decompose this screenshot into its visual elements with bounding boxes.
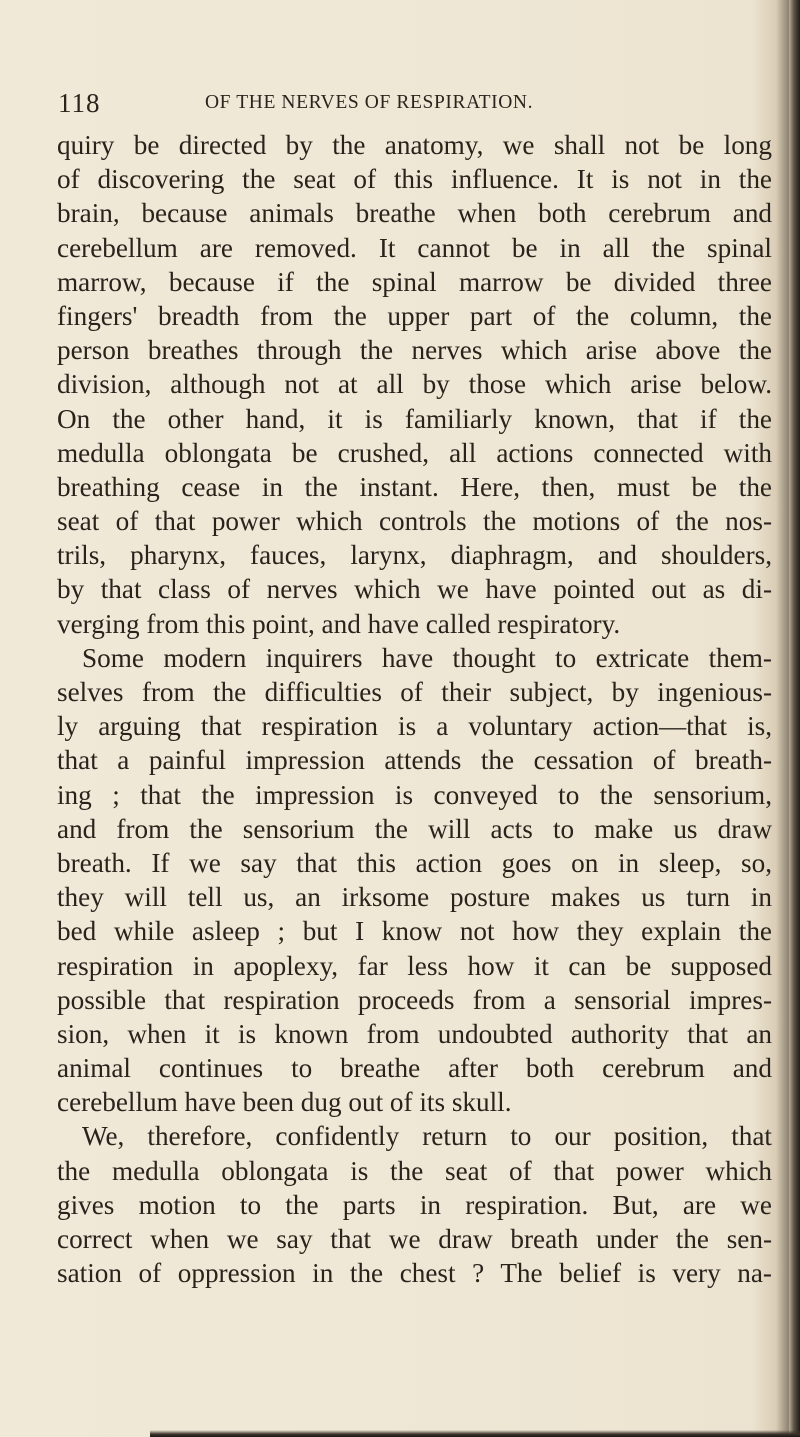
text-line: the medulla oblongata is the seat of that power which bbox=[57, 1155, 772, 1186]
text-line: division, although not at all by those which arise below. bbox=[57, 369, 772, 400]
text-line: correct when we say that we draw breath under the sen- bbox=[57, 1224, 772, 1254]
text-line: person breathes through the nerves which arise above the bbox=[57, 335, 772, 366]
text-line: breathing cease in the instant. Here, then, must be the bbox=[57, 471, 772, 502]
text-line: verging from this point, and have called respiratory. bbox=[57, 608, 621, 639]
body-text bbox=[57, 128, 772, 1290]
text-line: that a painful impression attends the cessation of breath- bbox=[57, 745, 772, 776]
text-line: animal continues to breathe after both cerebrum and bbox=[57, 1053, 772, 1084]
text-line: sation of oppression in the chest ? The belief is very na- bbox=[57, 1258, 772, 1289]
text-line: selves from the difficulties of their subject, by ingenious- bbox=[57, 677, 772, 707]
text-line: brain, because animals breathe when both cerebrum and bbox=[57, 198, 772, 229]
page-number: 118 bbox=[58, 88, 101, 118]
text-line: gives motion to the parts in respiration. But, are we bbox=[57, 1189, 772, 1220]
page-edge-shadow bbox=[789, 0, 800, 1437]
running-header bbox=[58, 88, 758, 118]
text-line: seat of that power which controls the motions of the nos- bbox=[57, 506, 772, 537]
text-line: ing ; that the impression is conveyed to the sensorium, bbox=[57, 779, 772, 810]
text-line: and from the sensorium the will acts to make us draw bbox=[57, 813, 772, 844]
text-line: sion, when it is known from undoubted authority that an bbox=[57, 1018, 772, 1049]
text-line: fingers' breadth from the upper part of the column, the bbox=[57, 300, 772, 331]
text-line: marrow, because if the spinal marrow be divided three bbox=[57, 266, 772, 297]
running-title: OF THE NERVES OF RESPIRATION. bbox=[205, 92, 534, 113]
text-line: cerebellum have been dug out of its skull. bbox=[57, 1087, 512, 1118]
page-bottom-edge bbox=[150, 1430, 800, 1437]
paragraph-start-line: Some modern inquirers have thought to extricate them- bbox=[82, 642, 772, 673]
text-line: ly arguing that respiration is a voluntary action—that is, bbox=[57, 711, 772, 742]
text-line: On the other hand, it is familiarly known, that if the bbox=[57, 403, 772, 434]
text-line: quiry be directed by the anatomy, we shall not be long bbox=[57, 130, 772, 160]
paragraph-start-line: We, therefore, confidently return to our position, that bbox=[82, 1121, 772, 1152]
text-line: by that class of nerves which we have pointed out as di- bbox=[57, 574, 772, 605]
text-line: they will tell us, an irksome posture makes us turn in bbox=[57, 882, 772, 913]
text-line: respiration in apoplexy, far less how it can be supposed bbox=[57, 950, 772, 981]
text-line: medulla oblongata be crushed, all actions connected with bbox=[57, 437, 772, 468]
text-line: breath. If we say that this action goes on in sleep, so, bbox=[57, 847, 772, 878]
text-line: possible that respiration proceeds from a sensorial impres- bbox=[57, 984, 772, 1015]
text-line: of discovering the seat of this influence. It is not in the bbox=[57, 164, 772, 195]
text-line: cerebellum are removed. It cannot be in all the spinal bbox=[57, 232, 772, 263]
text-line: trils, pharynx, fauces, larynx, diaphragm, and shoulders, bbox=[57, 540, 772, 571]
text-line: bed while asleep ; but I know not how they explain the bbox=[57, 916, 772, 947]
